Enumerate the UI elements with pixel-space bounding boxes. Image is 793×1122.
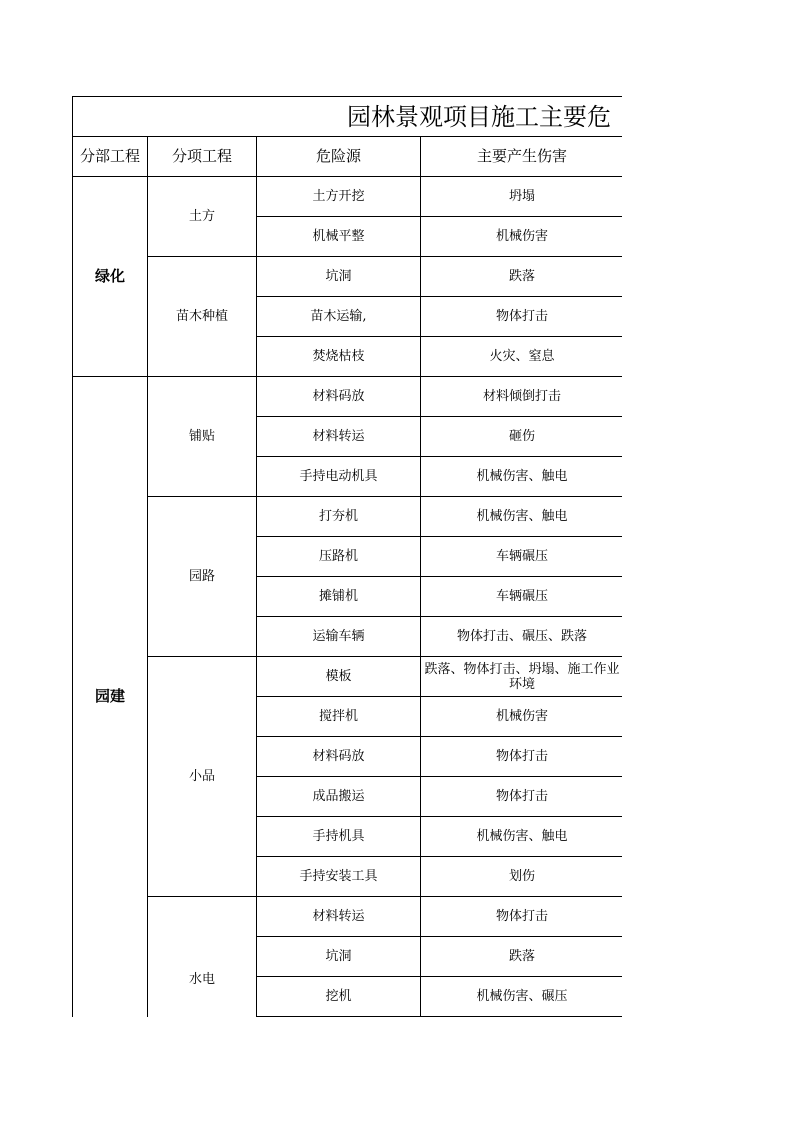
item-cell: 苗木种植 (148, 257, 257, 377)
harm-cell: 物体打击、碾压、跌落 (421, 617, 624, 657)
hazard-cell: 手持机具 (257, 817, 421, 857)
page-clip-edge (622, 96, 682, 1036)
hazard-cell: 土方开挖 (257, 177, 421, 217)
item-cell: 铺贴 (148, 377, 257, 497)
table-row (73, 257, 624, 297)
hazard-cell: 成品搬运 (257, 777, 421, 817)
harm-cell: 机械伤害、触电 (421, 457, 624, 497)
hazard-cell: 运输车辆 (257, 617, 421, 657)
harm-cell: 物体打击 (421, 777, 624, 817)
harm-cell: 机械伤害、触电 (421, 497, 624, 537)
table-row (73, 497, 624, 537)
hazard-table (72, 136, 624, 1017)
hazard-cell: 搅拌机 (257, 697, 421, 737)
hazard-cell: 材料码放 (257, 377, 421, 417)
harm-cell: 物体打击 (421, 897, 624, 937)
harm-cell: 物体打击 (421, 297, 624, 337)
harm-cell: 机械伤害 (421, 217, 624, 257)
table-row (73, 897, 624, 937)
hazard-cell: 手持安装工具 (257, 857, 421, 897)
harm-cell: 物体打击 (421, 737, 624, 777)
harm-cell: 机械伤害、碾压 (421, 977, 624, 1017)
harm-cell: 车辆碾压 (421, 577, 624, 617)
harm-cell: 机械伤害 (421, 697, 624, 737)
hazard-cell: 材料码放 (257, 737, 421, 777)
hazard-cell: 打夯机 (257, 497, 421, 537)
harm-cell: 砸伤 (421, 417, 624, 457)
header-item: 分项工程 (148, 137, 257, 177)
item-cell: 园路 (148, 497, 257, 657)
hazard-cell: 挖机 (257, 977, 421, 1017)
header-division: 分部工程 (73, 137, 148, 177)
item-cell: 水电 (148, 897, 257, 1017)
table-row (73, 377, 624, 417)
hazard-cell: 焚烧枯枝 (257, 337, 421, 377)
table-row (73, 177, 624, 217)
hazard-cell: 坑洞 (257, 937, 421, 977)
hazard-cell: 苗木运输, (257, 297, 421, 337)
harm-cell: 跌落 (421, 257, 624, 297)
harm-cell: 跌落、物体打击、坍塌、施工作业环境 (421, 657, 624, 697)
hazard-cell: 材料转运 (257, 897, 421, 937)
hazard-cell: 压路机 (257, 537, 421, 577)
header-harm: 主要产生伤害 (421, 137, 624, 177)
hazard-cell: 材料转运 (257, 417, 421, 457)
harm-cell: 划伤 (421, 857, 624, 897)
header-row (73, 137, 624, 177)
harm-cell: 坍塌 (421, 177, 624, 217)
harm-cell: 机械伤害、触电 (421, 817, 624, 857)
harm-cell: 火灾、窒息 (421, 337, 624, 377)
item-cell: 土方 (148, 177, 257, 257)
header-hazard: 危险源 (257, 137, 421, 177)
hazard-cell: 手持电动机具 (257, 457, 421, 497)
division-cell: 园建 (73, 377, 148, 1017)
title-cell (72, 96, 672, 136)
hazard-cell: 摊铺机 (257, 577, 421, 617)
hazard-cell: 机械平整 (257, 217, 421, 257)
table-row (73, 657, 624, 697)
division-cell: 绿化 (73, 177, 148, 377)
harm-cell: 材料倾倒打击 (421, 377, 624, 417)
page-title: 园林景观项目施工主要危 (347, 103, 611, 131)
hazard-cell: 模板 (257, 657, 421, 697)
harm-cell: 跌落 (421, 937, 624, 977)
hazard-cell: 坑洞 (257, 257, 421, 297)
harm-cell: 车辆碾压 (421, 537, 624, 577)
item-cell: 小品 (148, 657, 257, 897)
